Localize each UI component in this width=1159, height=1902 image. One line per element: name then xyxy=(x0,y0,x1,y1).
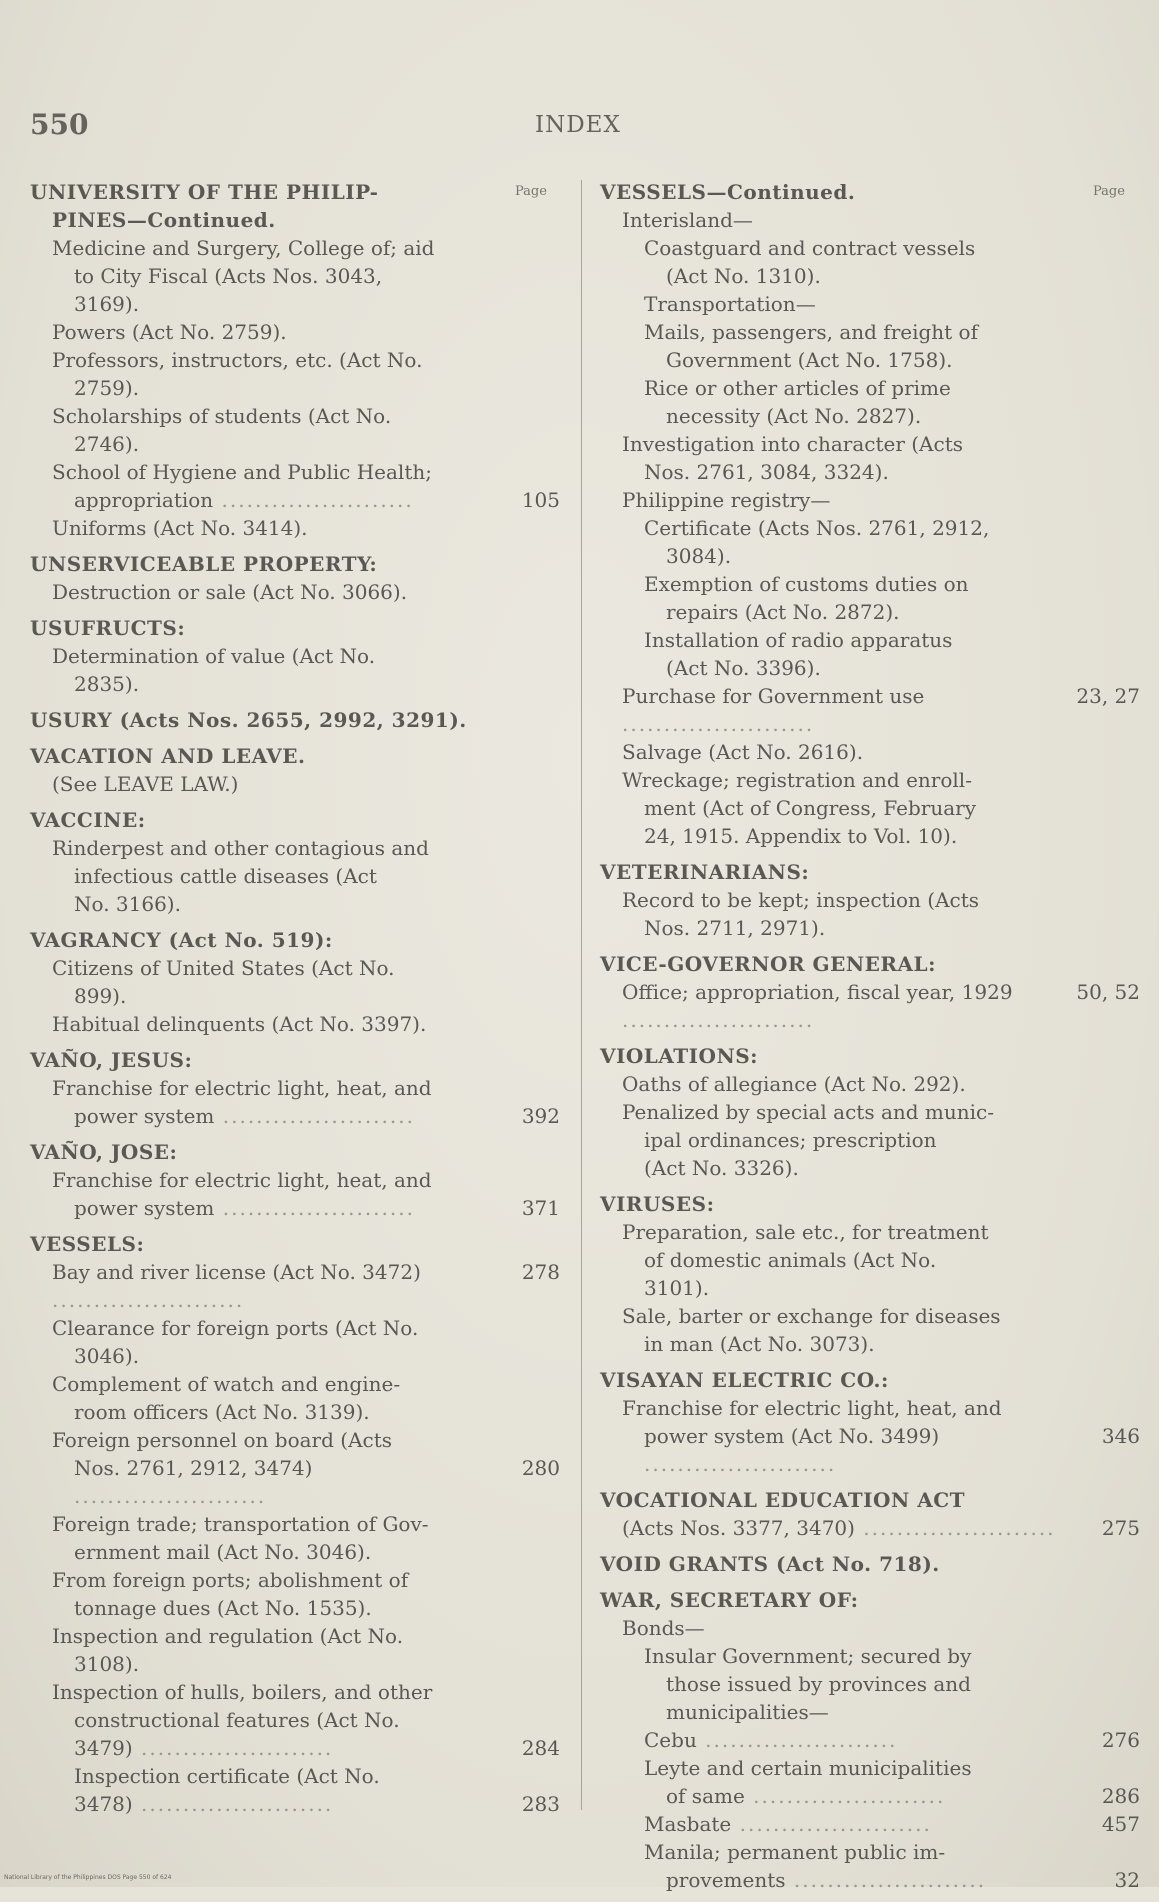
index-subentry xyxy=(30,1762,560,1790)
index-subentry xyxy=(30,1678,560,1706)
entry-text: UNIVERSITY OF THE PHILIP- xyxy=(30,180,379,204)
index-subentry xyxy=(600,1330,1140,1358)
index-subentry xyxy=(600,626,1140,654)
page-reference: 32 xyxy=(1114,1868,1140,1892)
entry-text: ment (Act of Congress, February xyxy=(644,796,977,820)
index-subentry xyxy=(600,738,1140,766)
index-subentry xyxy=(600,1726,1140,1754)
leader-dots: ....................... xyxy=(214,1104,415,1128)
entry-text: ernment mail (Act No. 3046). xyxy=(74,1540,372,1564)
entry-text: Cebu xyxy=(644,1728,697,1752)
index-heading xyxy=(30,550,560,578)
index-subentry xyxy=(600,1126,1140,1154)
index-subentry xyxy=(30,262,560,290)
index-heading xyxy=(600,1042,1140,1070)
index-subentry xyxy=(600,290,1140,318)
entry-text: Penalized by special acts and munic- xyxy=(622,1100,994,1124)
index-heading xyxy=(30,926,560,954)
entry-text: 2835). xyxy=(74,672,140,696)
index-subentry xyxy=(600,1394,1140,1422)
index-heading xyxy=(600,950,1140,978)
index-subentry xyxy=(30,1538,560,1566)
entry-text: Professors, instructors, etc. (Act No. xyxy=(52,348,423,372)
page-reference: 105 xyxy=(521,488,560,512)
entry-text: USUFRUCTS: xyxy=(30,616,186,640)
index-entry xyxy=(600,858,1140,942)
index-subentry xyxy=(600,1422,1140,1478)
entry-text: Preparation, sale etc., for treatment xyxy=(622,1220,989,1244)
index-subentry xyxy=(30,1342,560,1370)
index-subentry xyxy=(600,206,1140,234)
leader-dots: ....................... xyxy=(213,488,414,512)
index-subentry xyxy=(600,486,1140,514)
index-subentry xyxy=(600,794,1140,822)
entry-text: VESSELS—Continued. xyxy=(600,180,856,204)
index-subentry xyxy=(600,374,1140,402)
index-subentry xyxy=(600,542,1140,570)
index-heading xyxy=(600,1366,1140,1394)
page-reference: 275 xyxy=(1101,1516,1140,1540)
index-entry xyxy=(600,950,1140,1034)
index-subentry xyxy=(600,318,1140,346)
entry-text: VACATION AND LEAVE. xyxy=(30,744,306,768)
index-subentry xyxy=(30,1194,560,1222)
index-heading xyxy=(600,1586,1140,1614)
index-subentry xyxy=(30,1314,560,1342)
index-entry xyxy=(600,1550,1140,1578)
index-entry xyxy=(30,1046,560,1130)
leader-dots: ....................... xyxy=(731,1812,932,1836)
entry-text: Nos. 2761, 3084, 3324). xyxy=(644,460,889,484)
entry-text: Scholarships of students (Act No. xyxy=(52,404,392,428)
index-subentry xyxy=(600,1302,1140,1330)
entry-text: PINES—Continued. xyxy=(52,208,276,232)
entry-text: Salvage (Act No. 2616). xyxy=(622,740,864,764)
index-subentry xyxy=(600,430,1140,458)
leader-dots: ....................... xyxy=(622,1008,815,1032)
entry-text: Nos. 2761, 2912, 3474) xyxy=(74,1456,313,1480)
page-reference: 286 xyxy=(1101,1784,1140,1808)
entry-text: Leyte and certain municipalities xyxy=(644,1756,972,1780)
entry-text: Medicine and Surgery, College of; aid xyxy=(52,236,435,260)
entry-text: Inspection and regulation (Act No. xyxy=(52,1624,404,1648)
entry-text: VACCINE: xyxy=(30,808,146,832)
entry-text: Mails, passengers, and freight of xyxy=(644,320,979,344)
entry-text: Inspection of hulls, boilers, and other xyxy=(52,1680,433,1704)
index-subentry xyxy=(30,346,560,374)
index-subentry xyxy=(30,458,560,486)
entry-text: Uniforms (Act No. 3414). xyxy=(52,516,308,540)
entry-text: VAÑO, JESUS: xyxy=(30,1048,193,1072)
index-subentry xyxy=(30,1454,560,1510)
entry-text: infectious cattle diseases (Act xyxy=(74,864,377,888)
entry-text: of same xyxy=(666,1784,745,1808)
entry-text: municipalities— xyxy=(666,1700,829,1724)
entry-text: (See LEAVE LAW.) xyxy=(52,772,239,796)
index-subentry xyxy=(30,1258,560,1314)
entry-text: Government (Act No. 1758). xyxy=(666,348,953,372)
entry-text: Franchise for electric light, heat, and xyxy=(622,1396,1002,1420)
index-subentry xyxy=(600,1246,1140,1274)
entry-text: those issued by provinces and xyxy=(666,1672,971,1696)
entry-text: Destruction or sale (Act No. 3066). xyxy=(52,580,408,604)
index-heading xyxy=(30,178,560,206)
entry-text: tonnage dues (Act No. 1535). xyxy=(74,1596,372,1620)
index-heading xyxy=(600,858,1140,886)
entry-text: VOCATIONAL EDUCATION ACT xyxy=(600,1488,966,1512)
entry-text: (Act No. 1310). xyxy=(666,264,821,288)
index-entry xyxy=(30,1230,560,1818)
index-subentry xyxy=(30,1706,560,1734)
index-subentry xyxy=(600,682,1140,738)
page-reference: 371 xyxy=(521,1196,560,1220)
entry-text: 3046). xyxy=(74,1344,140,1368)
index-entry xyxy=(600,1586,1140,1894)
entry-text: Citizens of United States (Act No. xyxy=(52,956,395,980)
entry-text: (Act No. 3326). xyxy=(644,1156,799,1180)
index-subentry xyxy=(30,1594,560,1622)
index-entry xyxy=(600,1486,1140,1542)
index-column-right xyxy=(600,178,1140,1902)
leader-dots: ....................... xyxy=(214,1196,415,1220)
index-subentry xyxy=(600,402,1140,430)
index-subentry xyxy=(30,982,560,1010)
index-entry xyxy=(30,178,560,542)
index-subentry xyxy=(600,766,1140,794)
entry-text: Interisland— xyxy=(622,208,753,232)
index-subentry xyxy=(600,1670,1140,1698)
column-divider xyxy=(581,180,582,1810)
entry-text: VIOLATIONS: xyxy=(600,1044,759,1068)
page-reference: 284 xyxy=(521,1736,560,1760)
entry-text: Certificate (Acts Nos. 2761, 2912, xyxy=(644,516,990,540)
entry-text: power system xyxy=(74,1196,215,1220)
leader-dots: ....................... xyxy=(696,1728,898,1752)
index-heading xyxy=(30,1046,560,1074)
index-entry xyxy=(30,806,560,918)
index-subentry xyxy=(600,1698,1140,1726)
entry-text: Determination of value (Act No. xyxy=(52,644,376,668)
entry-text: ipal ordinances; prescription xyxy=(644,1128,937,1152)
entry-text: Exemption of customs duties on xyxy=(644,572,969,596)
index-subentry xyxy=(600,1098,1140,1126)
index-heading xyxy=(30,206,560,234)
entry-text: power system xyxy=(74,1104,215,1128)
index-heading xyxy=(30,706,560,734)
index-subentry xyxy=(600,1274,1140,1302)
entry-text: Clearance for foreign ports (Act No. xyxy=(52,1316,419,1340)
entry-text: Coastguard and contract vessels xyxy=(644,236,976,260)
index-subentry xyxy=(30,1426,560,1454)
entry-text: to City Fiscal (Acts Nos. 3043, xyxy=(74,264,383,288)
index-subentry xyxy=(30,862,560,890)
index-entry xyxy=(600,1190,1140,1358)
entry-text: Installation of radio apparatus xyxy=(644,628,953,652)
index-heading xyxy=(30,614,560,642)
entry-text: Franchise for electric light, heat, and xyxy=(52,1076,432,1100)
index-subentry xyxy=(30,1370,560,1398)
entry-text: USURY (Acts Nos. 2655, 2992, 3291). xyxy=(30,708,467,732)
entry-text: VAÑO, JOSE: xyxy=(30,1140,178,1164)
index-entry xyxy=(30,926,560,1038)
index-entry xyxy=(30,614,560,698)
index-subentry xyxy=(600,886,1140,914)
entry-text: VICE-GOVERNOR GENERAL: xyxy=(600,952,936,976)
page-reference: 23, 27 xyxy=(1076,684,1140,708)
entry-text: 3169). xyxy=(74,292,140,316)
entry-text: room officers (Act No. 3139). xyxy=(74,1400,370,1424)
index-subentry xyxy=(600,458,1140,486)
page-reference: 283 xyxy=(521,1792,560,1816)
leader-dots: ....................... xyxy=(74,1484,267,1508)
index-subentry xyxy=(30,1010,560,1038)
entry-text: Complement of watch and engine- xyxy=(52,1372,401,1396)
entry-text: Foreign personnel on board (Acts xyxy=(52,1428,393,1452)
entry-text: VISAYAN ELECTRIC CO.: xyxy=(600,1368,889,1392)
index-subentry xyxy=(30,1074,560,1102)
index-subentry xyxy=(600,514,1140,542)
index-subentry xyxy=(30,402,560,430)
scan-footer: National Library of the Philippines DOS Page 550 of 624 xyxy=(4,1874,172,1881)
index-subentry xyxy=(30,290,560,318)
index-subentry xyxy=(600,346,1140,374)
entry-text: 3108). xyxy=(74,1652,140,1676)
entry-text: 3101). xyxy=(644,1276,710,1300)
index-subentry xyxy=(600,978,1140,1034)
index-subentry xyxy=(600,1218,1140,1246)
index-entry xyxy=(30,550,560,606)
page-number: 550 xyxy=(30,108,89,141)
index-subentry xyxy=(30,954,560,982)
index-subentry xyxy=(30,670,560,698)
entry-text: Bonds— xyxy=(622,1616,705,1640)
entry-text: 2759). xyxy=(74,376,140,400)
entry-text: power system (Act No. 3499) xyxy=(644,1424,940,1448)
index-subentry xyxy=(30,1398,560,1426)
index-subentry xyxy=(30,374,560,402)
index-subentry xyxy=(600,654,1140,682)
leader-dots: ....................... xyxy=(132,1736,334,1760)
page-reference: 392 xyxy=(521,1104,560,1128)
index-subentry xyxy=(30,1734,560,1762)
entry-text: Habitual delinquents (Act No. 3397). xyxy=(52,1012,427,1036)
index-subentry xyxy=(30,770,560,798)
entry-text: provements xyxy=(666,1868,786,1892)
entry-text: Investigation into character (Acts xyxy=(622,432,963,456)
index-subentry xyxy=(30,1510,560,1538)
page-reference: 278 xyxy=(521,1260,560,1284)
index-subentry xyxy=(600,1614,1140,1642)
index-subentry xyxy=(30,1622,560,1650)
entry-text: Rice or other articles of prime xyxy=(644,376,951,400)
entry-text: (Acts Nos. 3377, 3470) xyxy=(622,1516,855,1540)
index-heading xyxy=(600,1486,1140,1514)
index-heading xyxy=(600,1190,1140,1218)
entry-text: Manila; permanent public im- xyxy=(644,1840,946,1864)
entry-text: Inspection certificate (Act No. xyxy=(74,1764,380,1788)
entry-text: Philippine registry— xyxy=(622,488,831,512)
leader-dots: ....................... xyxy=(744,1784,946,1808)
index-subentry xyxy=(30,890,560,918)
entry-text: Purchase for Government use xyxy=(622,684,925,708)
entry-text: Rinderpest and other contagious and xyxy=(52,836,429,860)
index-subentry xyxy=(600,1838,1140,1866)
entry-text: VAGRANCY (Act No. 519): xyxy=(30,928,333,952)
entry-text: of domestic animals (Act No. xyxy=(644,1248,937,1272)
entry-text: 3478) xyxy=(74,1792,133,1816)
index-column-left xyxy=(30,178,560,1826)
index-subentry xyxy=(30,1790,560,1818)
index-subentry xyxy=(600,262,1140,290)
entry-text: 24, 1915. Appendix to Vol. 10). xyxy=(644,824,958,848)
index-subentry xyxy=(600,234,1140,262)
entry-text: From foreign ports; abolishment of xyxy=(52,1568,409,1592)
entry-text: necessity (Act No. 2827). xyxy=(666,404,922,428)
index-heading xyxy=(30,806,560,834)
index-subentry xyxy=(30,642,560,670)
index-heading xyxy=(600,1550,1140,1578)
page-column-label-right: Page xyxy=(1093,184,1125,199)
index-subentry xyxy=(600,1810,1140,1838)
index-heading xyxy=(30,1138,560,1166)
index-subentry xyxy=(30,1166,560,1194)
entry-text: Franchise for electric light, heat, and xyxy=(52,1168,432,1192)
leader-dots: ....................... xyxy=(854,1516,1056,1540)
index-subentry xyxy=(600,598,1140,626)
entry-text: Oaths of allegiance (Act No. 292). xyxy=(622,1072,966,1096)
entry-text: VETERINARIANS: xyxy=(600,860,810,884)
leader-dots: ....................... xyxy=(644,1452,837,1476)
index-subentry xyxy=(600,914,1140,942)
entry-text: Record to be kept; inspection (Acts xyxy=(622,888,980,912)
index-entry xyxy=(600,1366,1140,1478)
index-subentry xyxy=(30,1650,560,1678)
entry-text: Masbate xyxy=(644,1812,732,1836)
page-header xyxy=(30,108,1129,148)
entry-text: No. 3166). xyxy=(74,892,181,916)
index-subentry xyxy=(600,1754,1140,1782)
entry-text: Office; appropriation, fiscal year, 1929 xyxy=(622,980,1013,1004)
index-subentry xyxy=(30,1566,560,1594)
running-head: INDEX xyxy=(535,112,621,138)
index-subentry xyxy=(600,822,1140,850)
entry-text: UNSERVICEABLE PROPERTY: xyxy=(30,552,378,576)
leader-dots: ....................... xyxy=(622,712,815,736)
leader-dots: ....................... xyxy=(132,1792,334,1816)
entry-text: Insular Government; secured by xyxy=(644,1644,972,1668)
page-reference: 276 xyxy=(1101,1728,1140,1752)
entry-text: appropriation xyxy=(74,488,214,512)
index-subentry xyxy=(30,234,560,262)
entry-text: Foreign trade; transportation of Gov- xyxy=(52,1512,429,1536)
index-entry xyxy=(600,178,1140,850)
entry-text: VESSELS: xyxy=(30,1232,145,1256)
index-subentry xyxy=(600,1070,1140,1098)
index-subentry xyxy=(600,1866,1140,1894)
entry-text: constructional features (Act No. xyxy=(74,1708,400,1732)
entry-text: in man (Act No. 3073). xyxy=(644,1332,875,1356)
index-subentry xyxy=(30,834,560,862)
entry-text: Transportation— xyxy=(644,292,816,316)
index-subentry xyxy=(30,486,560,514)
page-reference: 457 xyxy=(1101,1812,1140,1836)
index-heading xyxy=(30,742,560,770)
index-subentry xyxy=(600,1154,1140,1182)
entry-text: Sale, barter or exchange for diseases xyxy=(622,1304,1001,1328)
entry-text: 2746). xyxy=(74,432,140,456)
page-reference: 50, 52 xyxy=(1076,980,1140,1004)
entry-text: (Act No. 3396). xyxy=(666,656,821,680)
entry-text: WAR, SECRETARY OF: xyxy=(600,1588,859,1612)
index-entry xyxy=(30,1138,560,1222)
index-entry xyxy=(600,1042,1140,1182)
index-subentry xyxy=(600,1782,1140,1810)
entry-text: Wreckage; registration and enroll- xyxy=(622,768,972,792)
entry-text: Powers (Act No. 2759). xyxy=(52,320,287,344)
index-subentry xyxy=(600,1514,1140,1542)
page-column-label-left: Page xyxy=(515,184,547,199)
index-subentry xyxy=(30,318,560,346)
leader-dots: ....................... xyxy=(52,1288,245,1312)
index-subentry xyxy=(30,430,560,458)
entry-text: 3084). xyxy=(666,544,732,568)
page-reference: 280 xyxy=(521,1456,560,1480)
entry-text: 3479) xyxy=(74,1736,133,1760)
index-entry xyxy=(30,706,560,734)
index-subentry xyxy=(600,570,1140,598)
entry-text: VOID GRANTS (Act No. 718). xyxy=(600,1552,940,1576)
index-subentry xyxy=(30,514,560,542)
entry-text: VIRUSES: xyxy=(600,1192,715,1216)
leader-dots: ....................... xyxy=(785,1868,987,1892)
entry-text: Nos. 2711, 2971). xyxy=(644,916,826,940)
entry-text: 899). xyxy=(74,984,127,1008)
entry-text: School of Hygiene and Public Health; xyxy=(52,460,432,484)
index-entry xyxy=(30,742,560,798)
index-subentry xyxy=(600,1642,1140,1670)
page-reference: 346 xyxy=(1101,1424,1140,1448)
index-heading xyxy=(600,178,1140,206)
entry-text: repairs (Act No. 2872). xyxy=(666,600,900,624)
index-subentry xyxy=(30,1102,560,1130)
entry-text: Bay and river license (Act No. 3472) xyxy=(52,1260,421,1284)
index-heading xyxy=(30,1230,560,1258)
index-subentry xyxy=(30,578,560,606)
